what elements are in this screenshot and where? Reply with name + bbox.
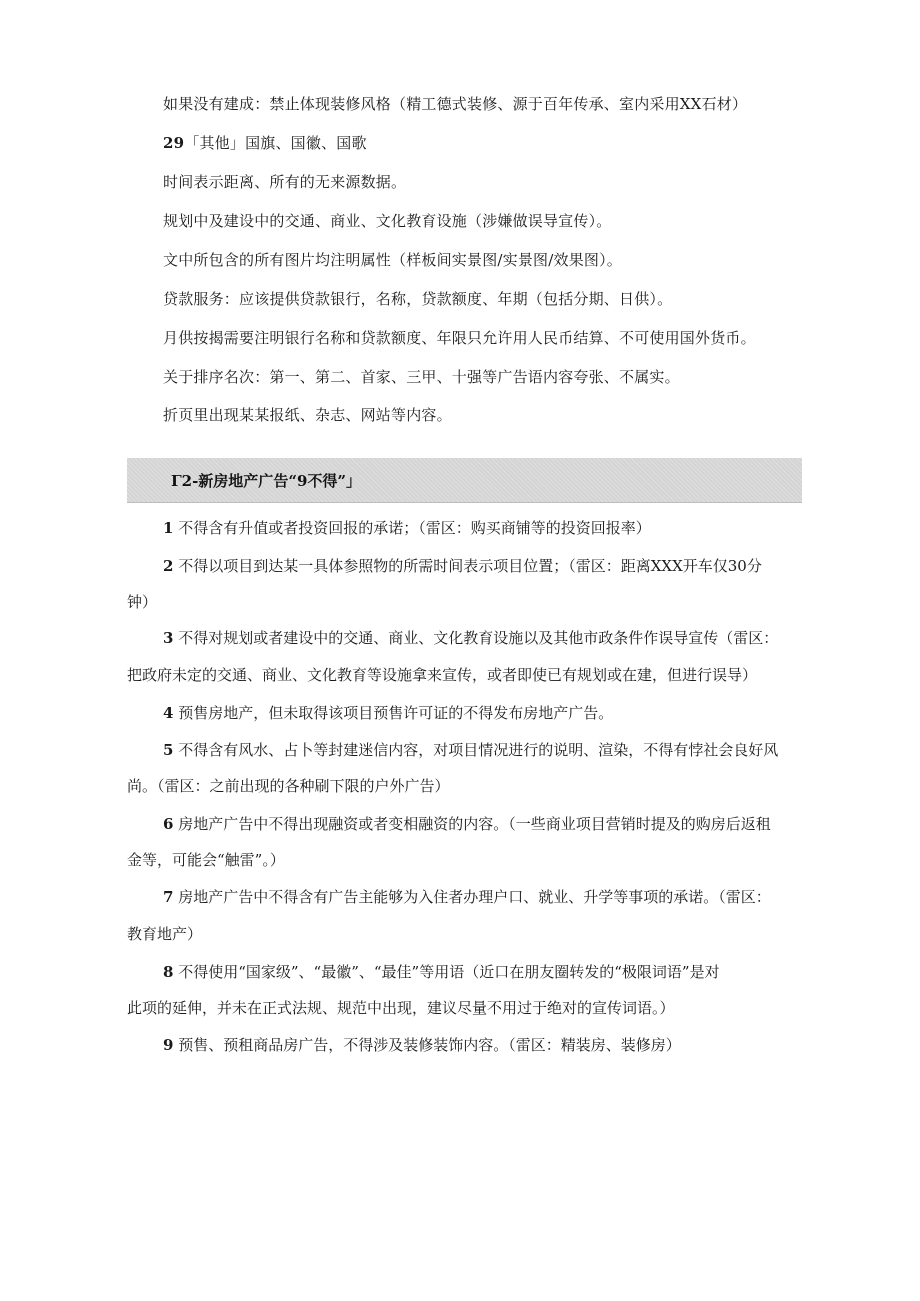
rule-text: 不得对规划或者建设中的交通、商业、文化教育设施以及其他市政条件作误导宣传（雷区： (178, 629, 779, 647)
rule-7-continuation: 教育地产） (127, 925, 203, 943)
intro-line-2-number: 29 (163, 134, 185, 152)
rule-number: 4 (163, 704, 174, 722)
intro-line-3: 时间表示距离、所有的无来源数据。 (163, 173, 407, 191)
rule-number: 8 (163, 963, 174, 981)
rule-9 (163, 1035, 681, 1055)
intro-line-9: 折页里出现某某报纸、杂志、网站等内容。 (163, 406, 452, 424)
intro-line-7: 月供按揭需要注明银行名称和贷款额度、年限只允许用人民币结算、不可使用国外货币。 (163, 329, 756, 347)
intro-line-8: 关于排序名次：第一、第二、首家、三甲、十强等广告语内容夸张、不属实。 (163, 368, 680, 386)
intro-line-5: 文中所包含的所有图片均注明属性（样板间实景图/实景图/效果图）。 (163, 251, 623, 269)
rule-text: 房地产广告中不得含有广告主能够为入住者办理户口、就业、升学等事项的承诺。（雷区： (178, 888, 771, 906)
rule-number: 3 (163, 629, 174, 647)
rule-number: 6 (163, 815, 174, 833)
rule-text: 预售房地产，但未取得该项目预售许可证的不得发布房地产广告。 (178, 704, 614, 722)
rule-text: 不得含有升值或者投资回报的承诺；（雷区：购买商铺等的投资回报率） (178, 519, 651, 537)
rule-8 (163, 962, 720, 982)
rule-text: 不得含有风水、占卜等封建迷信内容，对项目情况进行的说明、渲染，不得有悖社会良好风 (178, 741, 779, 759)
rule-1 (163, 518, 651, 538)
intro-line-2 (163, 133, 367, 153)
rule-2-continuation: 钟） (127, 593, 158, 611)
rule-number: 7 (163, 888, 174, 906)
intro-line-2-text: 「其他」国旗、国徽、国歌 (184, 134, 367, 152)
intro-line-1: 如果没有建成：禁止体现装修风格（精工德式装修、源于百年传承、室内采用XX石材） (163, 95, 748, 113)
rule-3-continuation: 把政府未定的交通、商业、文化教育等设施拿来宣传，或者即使已有规划或在建，但进行误导） (127, 666, 758, 684)
rule-7 (163, 887, 771, 907)
rule-number: 9 (163, 1036, 174, 1054)
rule-text: 预售、预租商品房广告，不得涉及装修装饰内容。（雷区：精装房、装修房） (178, 1036, 681, 1054)
rule-text: 房地产广告中不得出现融资或者变相融资的内容。（一些商业项目营销时提及的购房后返租 (178, 815, 771, 833)
intro-line-6: 贷款服务：应该提供贷款银行，名称，贷款额度、年期（包括分期、日供）。 (163, 290, 673, 308)
rule-5-continuation: 尚。（雷区：之前出现的各种刷下限的户外广告） (127, 777, 450, 795)
rule-6 (163, 814, 771, 834)
intro-line-4: 规划中及建设中的交通、商业、文化教育设施（涉嫌做误导宣传）。 (163, 212, 612, 230)
rule-8-continuation: 此项的延伸，并未在正式法规、规范中出现，建议尽量不用过于绝对的宣传词语。） (127, 999, 675, 1017)
rule-6-continuation: 金等，可能会“触雷”。） (127, 851, 285, 869)
rule-text: 不得以项目到达某一具体参照物的所需时间表示项目位置；（雷区：距离XXX开车仅30分 (178, 557, 762, 575)
rule-2 (163, 556, 762, 576)
rule-5 (163, 740, 778, 760)
section-heading-bar (127, 458, 802, 503)
rule-text: 不得使用“国家级”、“最徽”、“最佳”等用语（近口在朋友圈转发的“极限词语”是对 (178, 963, 720, 981)
section-heading: Γ2-新房地产广告“9不得”」 (171, 472, 362, 490)
rule-4 (163, 703, 613, 723)
rule-number: 2 (163, 557, 174, 575)
rule-number: 1 (163, 519, 174, 537)
rule-number: 5 (163, 741, 174, 759)
rule-3 (163, 628, 778, 648)
